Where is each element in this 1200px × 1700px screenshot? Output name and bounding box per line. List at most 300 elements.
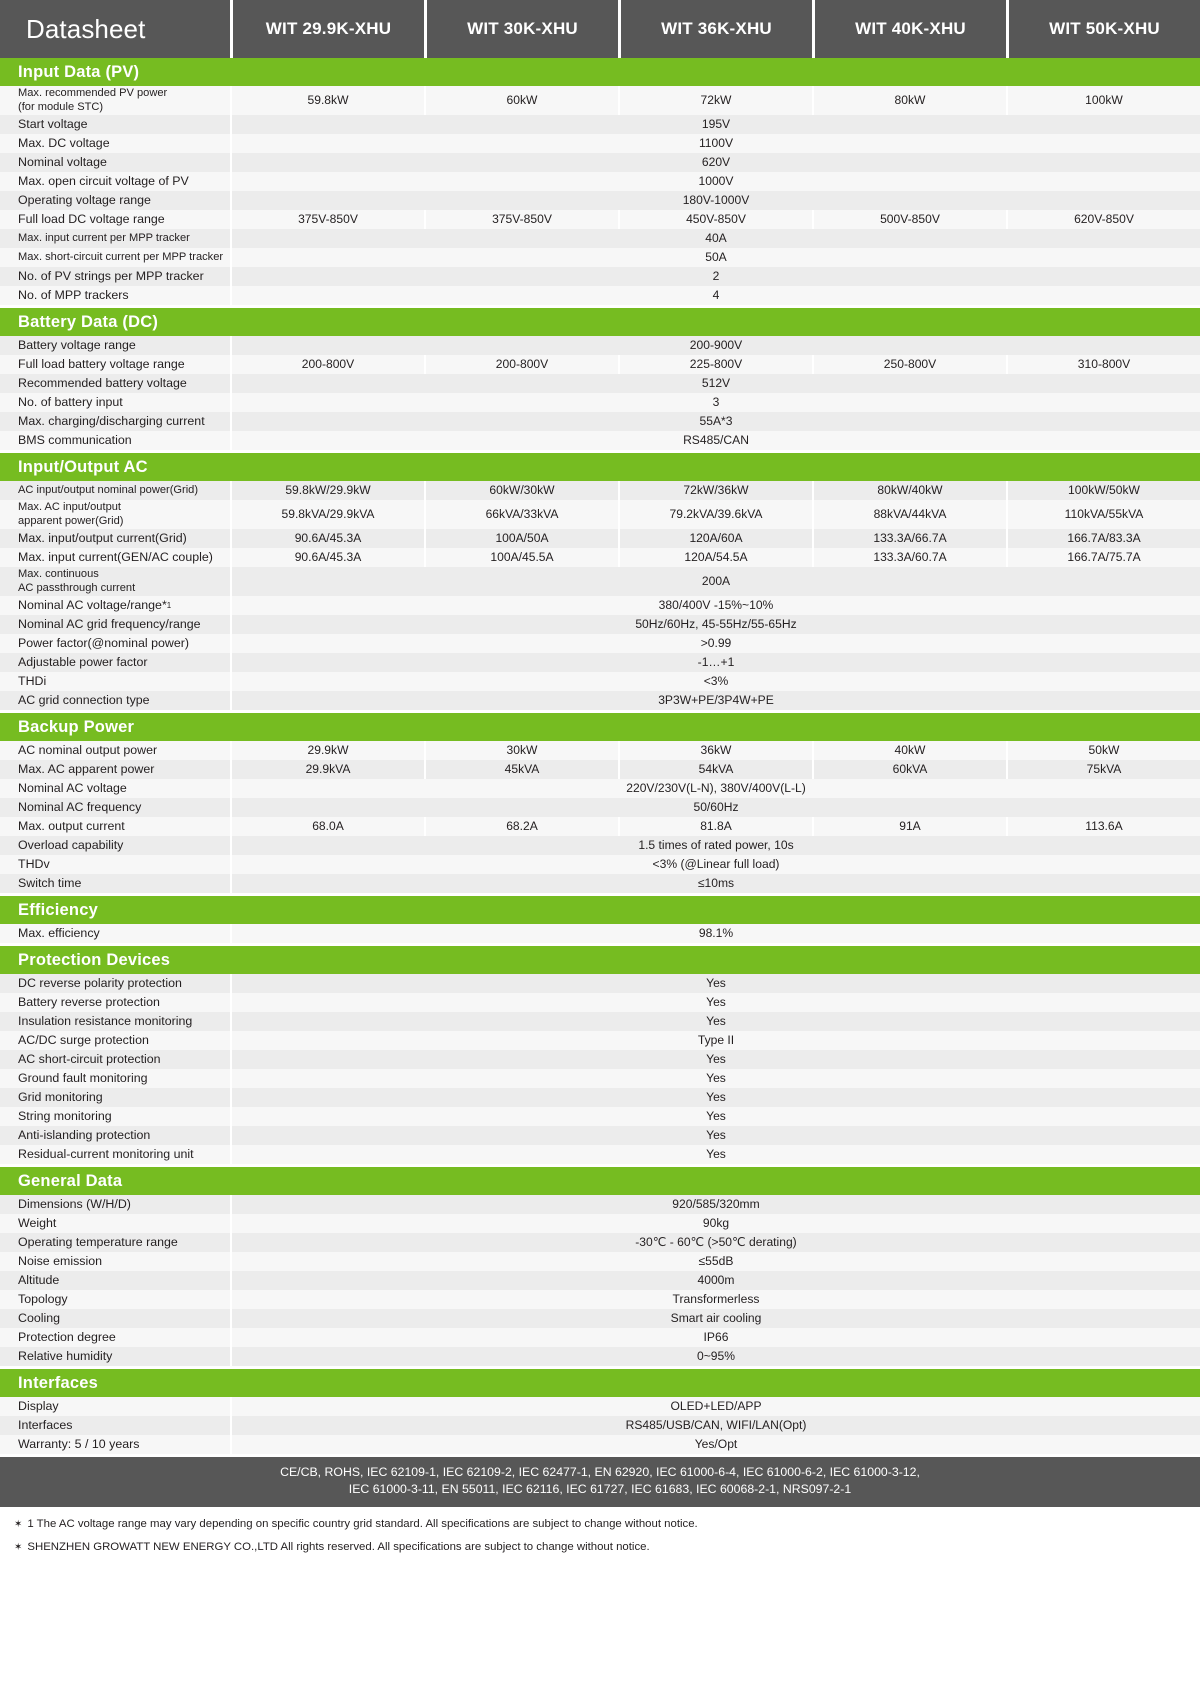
spec-value: 310-800V bbox=[1006, 355, 1200, 374]
spec-row bbox=[0, 1309, 1200, 1328]
spec-values bbox=[230, 1031, 1200, 1050]
spec-value-all-models: 0~95% bbox=[230, 1347, 1200, 1366]
spec-value-all-models: ≤10ms bbox=[230, 874, 1200, 893]
spec-values bbox=[230, 855, 1200, 874]
spec-value: 120A/54.5A bbox=[618, 548, 812, 567]
spec-row bbox=[0, 191, 1200, 210]
spec-row bbox=[0, 229, 1200, 248]
spec-row bbox=[0, 760, 1200, 779]
spec-value: 120A/60A bbox=[618, 529, 812, 548]
spec-value: 620V-850V bbox=[1006, 210, 1200, 229]
section-header: General Data bbox=[0, 1167, 1200, 1195]
spec-value: 30kW bbox=[424, 741, 618, 760]
spec-row bbox=[0, 1290, 1200, 1309]
spec-row bbox=[0, 634, 1200, 653]
spec-value-all-models: 50A bbox=[230, 248, 1200, 267]
spec-label: Nominal AC frequency bbox=[0, 798, 230, 817]
spec-row bbox=[0, 741, 1200, 760]
spec-row bbox=[0, 1145, 1200, 1164]
spec-value: 79.2kVA/39.6kVA bbox=[618, 500, 812, 529]
spec-row bbox=[0, 1088, 1200, 1107]
spec-label: Nominal AC grid frequency/range bbox=[0, 615, 230, 634]
spec-row bbox=[0, 529, 1200, 548]
spec-value: 375V-850V bbox=[230, 210, 424, 229]
section-header: Efficiency bbox=[0, 896, 1200, 924]
spec-values bbox=[230, 115, 1200, 134]
spec-value-all-models: -30℃ - 60℃ (>50℃ derating) bbox=[230, 1233, 1200, 1252]
spec-values bbox=[230, 653, 1200, 672]
spec-value-all-models: -1…+1 bbox=[230, 653, 1200, 672]
spec-value: 225-800V bbox=[618, 355, 812, 374]
spec-label: THDv bbox=[0, 855, 230, 874]
spec-label: Full load battery voltage range bbox=[0, 355, 230, 374]
spec-values bbox=[230, 798, 1200, 817]
spec-value-all-models: <3% bbox=[230, 672, 1200, 691]
spec-values bbox=[230, 993, 1200, 1012]
spec-value-all-models: 50Hz/60Hz, 45-55Hz/55-65Hz bbox=[230, 615, 1200, 634]
section-header: Input Data (PV) bbox=[0, 58, 1200, 86]
spec-row bbox=[0, 1050, 1200, 1069]
spec-values bbox=[230, 134, 1200, 153]
spec-value: 110kVA/55kVA bbox=[1006, 500, 1200, 529]
spec-value-all-models: 220V/230V(L-N), 380V/400V(L-L) bbox=[230, 779, 1200, 798]
spec-value: 36kW bbox=[618, 741, 812, 760]
spec-value-all-models: IP66 bbox=[230, 1328, 1200, 1347]
spec-values bbox=[230, 153, 1200, 172]
spec-label: Battery reverse protection bbox=[0, 993, 230, 1012]
spec-label: Insulation resistance monitoring bbox=[0, 1012, 230, 1031]
spec-label: Nominal AC voltage bbox=[0, 779, 230, 798]
asterisk-icon: ✶ bbox=[14, 1518, 23, 1530]
spec-value-all-models: Yes/Opt bbox=[230, 1435, 1200, 1454]
spec-value: 375V-850V bbox=[424, 210, 618, 229]
spec-value-all-models: Yes bbox=[230, 1069, 1200, 1088]
spec-row bbox=[0, 653, 1200, 672]
spec-label: Battery voltage range bbox=[0, 336, 230, 355]
spec-values bbox=[230, 191, 1200, 210]
spec-label: AC input/output nominal power(Grid) bbox=[0, 481, 230, 500]
spec-value-all-models: 512V bbox=[230, 374, 1200, 393]
spec-values bbox=[230, 1012, 1200, 1031]
certification-line: CE/CB, ROHS, IEC 62109-1, IEC 62109-2, IEC 62477-1, EN 62920, IEC 61000-6-4, IEC 61000-6-2, IEC 61000-3-12, bbox=[280, 1465, 920, 1479]
spec-value-all-models: 40A bbox=[230, 229, 1200, 248]
spec-label: Max. AC input/output apparent power(Grid) bbox=[0, 500, 230, 529]
spec-row bbox=[0, 172, 1200, 191]
spec-value: 166.7A/75.7A bbox=[1006, 548, 1200, 567]
spec-row bbox=[0, 974, 1200, 993]
spec-label: Altitude bbox=[0, 1271, 230, 1290]
spec-label: Adjustable power factor bbox=[0, 653, 230, 672]
spec-values bbox=[230, 1214, 1200, 1233]
spec-label: Max. efficiency bbox=[0, 924, 230, 943]
spec-value: 68.0A bbox=[230, 817, 424, 836]
spec-values bbox=[230, 393, 1200, 412]
spec-value: 54kVA bbox=[618, 760, 812, 779]
footnote-text: 1 The AC voltage range may vary depending on specific country grid standard. All specifications are subject to change without notice. bbox=[27, 1517, 698, 1530]
spec-value-all-models: 3P3W+PE/3P4W+PE bbox=[230, 691, 1200, 710]
spec-values bbox=[230, 924, 1200, 943]
spec-value: 100A/50A bbox=[424, 529, 618, 548]
spec-value: 75kVA bbox=[1006, 760, 1200, 779]
spec-value-all-models: OLED+LED/APP bbox=[230, 1397, 1200, 1416]
spec-row bbox=[0, 1328, 1200, 1347]
footnote-text: SHENZHEN GROWATT NEW ENERGY CO.,LTD All rights reserved. All specifications are subject to change without notice. bbox=[27, 1540, 650, 1553]
spec-value: 90.6A/45.3A bbox=[230, 548, 424, 567]
spec-label: Max. input/output current(Grid) bbox=[0, 529, 230, 548]
spec-values bbox=[230, 412, 1200, 431]
spec-value: 500V-850V bbox=[812, 210, 1006, 229]
asterisk-icon: ✶ bbox=[14, 1541, 23, 1553]
spec-label: Max. AC apparent power bbox=[0, 760, 230, 779]
spec-value-all-models: Yes bbox=[230, 1050, 1200, 1069]
spec-value-all-models: <3% (@Linear full load) bbox=[230, 855, 1200, 874]
section-header: Interfaces bbox=[0, 1369, 1200, 1397]
spec-values bbox=[230, 836, 1200, 855]
spec-label: Grid monitoring bbox=[0, 1088, 230, 1107]
spec-value-all-models: 98.1% bbox=[230, 924, 1200, 943]
spec-values bbox=[230, 1195, 1200, 1214]
spec-row bbox=[0, 248, 1200, 267]
spec-label: No. of MPP trackers bbox=[0, 286, 230, 305]
spec-label: Start voltage bbox=[0, 115, 230, 134]
spec-row bbox=[0, 1233, 1200, 1252]
spec-label: No. of battery input bbox=[0, 393, 230, 412]
spec-label: No. of PV strings per MPP tracker bbox=[0, 267, 230, 286]
section-header: Protection Devices bbox=[0, 946, 1200, 974]
spec-row bbox=[0, 798, 1200, 817]
section-header: Backup Power bbox=[0, 713, 1200, 741]
spec-row bbox=[0, 615, 1200, 634]
spec-label: DC reverse polarity protection bbox=[0, 974, 230, 993]
spec-label: Interfaces bbox=[0, 1416, 230, 1435]
spec-value-all-models: 1.5 times of rated power, 10s bbox=[230, 836, 1200, 855]
spec-row bbox=[0, 596, 1200, 615]
spec-value-all-models: 180V-1000V bbox=[230, 191, 1200, 210]
spec-value-all-models: 3 bbox=[230, 393, 1200, 412]
spec-label: Power factor(@nominal power) bbox=[0, 634, 230, 653]
spec-value-all-models: 200A bbox=[230, 567, 1200, 596]
spec-value-all-models: Yes bbox=[230, 993, 1200, 1012]
spec-value-all-models: RS485/CAN bbox=[230, 431, 1200, 450]
spec-value: 80kW/40kW bbox=[812, 481, 1006, 500]
spec-values bbox=[230, 567, 1200, 596]
spec-row bbox=[0, 1271, 1200, 1290]
spec-label: Anti-islanding protection bbox=[0, 1126, 230, 1145]
spec-values bbox=[230, 172, 1200, 191]
spec-row bbox=[0, 1397, 1200, 1416]
spec-row bbox=[0, 412, 1200, 431]
spec-label: Noise emission bbox=[0, 1252, 230, 1271]
spec-value: 91A bbox=[812, 817, 1006, 836]
spec-value: 100A/45.5A bbox=[424, 548, 618, 567]
spec-value-all-models: 380/400V -15%~10% bbox=[230, 596, 1200, 615]
spec-label: Relative humidity bbox=[0, 1347, 230, 1366]
spec-value: 29.9kW bbox=[230, 741, 424, 760]
spec-value-all-models: 1100V bbox=[230, 134, 1200, 153]
spec-value-all-models: 4 bbox=[230, 286, 1200, 305]
spec-value-all-models: 55A*3 bbox=[230, 412, 1200, 431]
spec-value-all-models: Smart air cooling bbox=[230, 1309, 1200, 1328]
spec-label: Max. output current bbox=[0, 817, 230, 836]
spec-values bbox=[230, 760, 1200, 779]
spec-label: Cooling bbox=[0, 1309, 230, 1328]
spec-label: Nominal voltage bbox=[0, 153, 230, 172]
certification-line: IEC 61000-3-11, EN 55011, IEC 62116, IEC 61727, IEC 61683, IEC 60068-2-1, NRS097-2-1 bbox=[348, 1482, 852, 1497]
spec-value-all-models: 620V bbox=[230, 153, 1200, 172]
spec-value: 81.8A bbox=[618, 817, 812, 836]
spec-value: 166.7A/83.3A bbox=[1006, 529, 1200, 548]
spec-label: Max. DC voltage bbox=[0, 134, 230, 153]
spec-row bbox=[0, 1435, 1200, 1454]
spec-values bbox=[230, 355, 1200, 374]
spec-value-all-models: Transformerless bbox=[230, 1290, 1200, 1309]
spec-value: 72kW bbox=[618, 86, 812, 115]
spec-values bbox=[230, 210, 1200, 229]
spec-values bbox=[230, 1252, 1200, 1271]
spec-values bbox=[230, 1126, 1200, 1145]
spec-value: 90.6A/45.3A bbox=[230, 529, 424, 548]
spec-value: 100kW bbox=[1006, 86, 1200, 115]
spec-row bbox=[0, 924, 1200, 943]
spec-label: Display bbox=[0, 1397, 230, 1416]
spec-row bbox=[0, 1252, 1200, 1271]
spec-row bbox=[0, 779, 1200, 798]
spec-value-all-models: ≤55dB bbox=[230, 1252, 1200, 1271]
spec-values bbox=[230, 481, 1200, 500]
spec-value: 450V-850V bbox=[618, 210, 812, 229]
spec-values bbox=[230, 974, 1200, 993]
spec-value-all-models: Yes bbox=[230, 1126, 1200, 1145]
spec-value-all-models: 920/585/320mm bbox=[230, 1195, 1200, 1214]
spec-row bbox=[0, 1126, 1200, 1145]
spec-values bbox=[230, 1435, 1200, 1454]
spec-label: Operating voltage range bbox=[0, 191, 230, 210]
spec-values bbox=[230, 500, 1200, 529]
spec-value-all-models: 195V bbox=[230, 115, 1200, 134]
spec-row bbox=[0, 1416, 1200, 1435]
spec-label: THDi bbox=[0, 672, 230, 691]
spec-value: 88kVA/44kVA bbox=[812, 500, 1006, 529]
spec-values bbox=[230, 529, 1200, 548]
spec-row bbox=[0, 548, 1200, 567]
spec-label: Max. recommended PV power (for module STC) bbox=[0, 86, 230, 115]
spec-row bbox=[0, 286, 1200, 305]
spec-row bbox=[0, 481, 1200, 500]
spec-label: Max. charging/discharging current bbox=[0, 412, 230, 431]
spec-row bbox=[0, 153, 1200, 172]
footnotes bbox=[0, 1507, 1200, 1554]
spec-row bbox=[0, 500, 1200, 529]
spec-value-all-models: 200-900V bbox=[230, 336, 1200, 355]
spec-values bbox=[230, 874, 1200, 893]
spec-row bbox=[0, 1347, 1200, 1366]
spec-row bbox=[0, 1195, 1200, 1214]
spec-row bbox=[0, 393, 1200, 412]
spec-value: 29.9kVA bbox=[230, 760, 424, 779]
spec-value-all-models: 4000m bbox=[230, 1271, 1200, 1290]
spec-value: 60kW bbox=[424, 86, 618, 115]
spec-value: 59.8kW bbox=[230, 86, 424, 115]
spec-value: 60kVA bbox=[812, 760, 1006, 779]
spec-label: Max. open circuit voltage of PV bbox=[0, 172, 230, 191]
spec-row bbox=[0, 355, 1200, 374]
spec-label: Warranty: 5 / 10 years bbox=[0, 1435, 230, 1454]
spec-row bbox=[0, 115, 1200, 134]
model-column-header: WIT 40K-XHU bbox=[815, 0, 1006, 58]
spec-row bbox=[0, 1069, 1200, 1088]
spec-value-all-models: RS485/USB/CAN, WIFI/LAN(Opt) bbox=[230, 1416, 1200, 1435]
spec-row bbox=[0, 1031, 1200, 1050]
spec-row bbox=[0, 210, 1200, 229]
page-title: Datasheet bbox=[0, 0, 230, 58]
spec-value-all-models: Yes bbox=[230, 1012, 1200, 1031]
spec-label: Recommended battery voltage bbox=[0, 374, 230, 393]
spec-label: AC nominal output power bbox=[0, 741, 230, 760]
spec-label: Operating temperature range bbox=[0, 1233, 230, 1252]
spec-values bbox=[230, 1290, 1200, 1309]
spec-row bbox=[0, 1107, 1200, 1126]
spec-value: 250-800V bbox=[812, 355, 1006, 374]
spec-values bbox=[230, 1416, 1200, 1435]
spec-values bbox=[230, 615, 1200, 634]
spec-row bbox=[0, 817, 1200, 836]
model-column-header: WIT 29.9K-XHU bbox=[233, 0, 424, 58]
spec-label: Full load DC voltage range bbox=[0, 210, 230, 229]
spec-value: 72kW/36kW bbox=[618, 481, 812, 500]
spec-values bbox=[230, 1347, 1200, 1366]
spec-label: Max. continuous AC passthrough current bbox=[0, 567, 230, 596]
spec-value-all-models: Type II bbox=[230, 1031, 1200, 1050]
spec-row bbox=[0, 267, 1200, 286]
footnote-item bbox=[14, 1518, 1186, 1532]
spec-values bbox=[230, 86, 1200, 115]
spec-value: 50kW bbox=[1006, 741, 1200, 760]
table-header-row bbox=[0, 0, 1200, 58]
spec-value: 200-800V bbox=[230, 355, 424, 374]
spec-label: Switch time bbox=[0, 874, 230, 893]
spec-value: 68.2A bbox=[424, 817, 618, 836]
spec-row bbox=[0, 672, 1200, 691]
spec-values bbox=[230, 1309, 1200, 1328]
spec-label: Nominal AC voltage/range* 1 bbox=[0, 596, 230, 615]
spec-values bbox=[230, 548, 1200, 567]
spec-label: Max. input current(GEN/AC couple) bbox=[0, 548, 230, 567]
spec-values bbox=[230, 1050, 1200, 1069]
spec-values bbox=[230, 1107, 1200, 1126]
spec-row bbox=[0, 1214, 1200, 1233]
spec-values bbox=[230, 1088, 1200, 1107]
spec-values bbox=[230, 1328, 1200, 1347]
spec-values bbox=[230, 1145, 1200, 1164]
spec-values bbox=[230, 229, 1200, 248]
spec-row bbox=[0, 86, 1200, 115]
spec-value: 133.3A/60.7A bbox=[812, 548, 1006, 567]
spec-label: Protection degree bbox=[0, 1328, 230, 1347]
spec-value: 45kVA bbox=[424, 760, 618, 779]
spec-value: 80kW bbox=[812, 86, 1006, 115]
spec-label: AC/DC surge protection bbox=[0, 1031, 230, 1050]
spec-values bbox=[230, 691, 1200, 710]
spec-row bbox=[0, 134, 1200, 153]
spec-values bbox=[230, 286, 1200, 305]
spec-values bbox=[230, 1397, 1200, 1416]
spec-value: 40kW bbox=[812, 741, 1006, 760]
spec-value: 59.8kVA/29.9kVA bbox=[230, 500, 424, 529]
spec-value-all-models: 2 bbox=[230, 267, 1200, 286]
spec-values bbox=[230, 779, 1200, 798]
spec-sections bbox=[0, 58, 1200, 1454]
spec-value-all-models: 50/60Hz bbox=[230, 798, 1200, 817]
spec-values bbox=[230, 741, 1200, 760]
spec-values bbox=[230, 634, 1200, 653]
spec-values bbox=[230, 1271, 1200, 1290]
spec-label: Overload capability bbox=[0, 836, 230, 855]
footnote-item bbox=[14, 1541, 1186, 1555]
model-column-header: WIT 36K-XHU bbox=[621, 0, 812, 58]
spec-values bbox=[230, 336, 1200, 355]
model-column-header: WIT 30K-XHU bbox=[427, 0, 618, 58]
spec-value-all-models: Yes bbox=[230, 974, 1200, 993]
spec-values bbox=[230, 596, 1200, 615]
spec-values bbox=[230, 672, 1200, 691]
section-header: Battery Data (DC) bbox=[0, 308, 1200, 336]
spec-value-all-models: 90kg bbox=[230, 1214, 1200, 1233]
certification-block bbox=[0, 1457, 1200, 1507]
spec-value-all-models: 1000V bbox=[230, 172, 1200, 191]
spec-label: Topology bbox=[0, 1290, 230, 1309]
spec-row bbox=[0, 691, 1200, 710]
spec-values bbox=[230, 248, 1200, 267]
spec-label: Max. short-circuit current per MPP tracker bbox=[0, 248, 230, 267]
spec-label: Residual-current monitoring unit bbox=[0, 1145, 230, 1164]
spec-value: 100kW/50kW bbox=[1006, 481, 1200, 500]
spec-label: Dimensions (W/H/D) bbox=[0, 1195, 230, 1214]
spec-row bbox=[0, 336, 1200, 355]
spec-value: 200-800V bbox=[424, 355, 618, 374]
spec-row bbox=[0, 374, 1200, 393]
spec-label: String monitoring bbox=[0, 1107, 230, 1126]
spec-value: 113.6A bbox=[1006, 817, 1200, 836]
model-column-header: WIT 50K-XHU bbox=[1009, 0, 1200, 58]
spec-values bbox=[230, 374, 1200, 393]
spec-values bbox=[230, 431, 1200, 450]
spec-row bbox=[0, 855, 1200, 874]
spec-row bbox=[0, 567, 1200, 596]
spec-value: 133.3A/66.7A bbox=[812, 529, 1006, 548]
spec-row bbox=[0, 1012, 1200, 1031]
spec-values bbox=[230, 267, 1200, 286]
spec-row bbox=[0, 993, 1200, 1012]
spec-label: Max. input current per MPP tracker bbox=[0, 229, 230, 248]
spec-values bbox=[230, 817, 1200, 836]
spec-value: 60kW/30kW bbox=[424, 481, 618, 500]
spec-label: BMS communication bbox=[0, 431, 230, 450]
section-header: Input/Output AC bbox=[0, 453, 1200, 481]
spec-value-all-models: Yes bbox=[230, 1107, 1200, 1126]
spec-value: 59.8kW/29.9kW bbox=[230, 481, 424, 500]
spec-label: Weight bbox=[0, 1214, 230, 1233]
spec-label: AC short-circuit protection bbox=[0, 1050, 230, 1069]
spec-row bbox=[0, 874, 1200, 893]
spec-values bbox=[230, 1069, 1200, 1088]
spec-row bbox=[0, 836, 1200, 855]
spec-value-all-models: Yes bbox=[230, 1145, 1200, 1164]
spec-label: AC grid connection type bbox=[0, 691, 230, 710]
spec-value: 66kVA/33kVA bbox=[424, 500, 618, 529]
spec-row bbox=[0, 431, 1200, 450]
spec-values bbox=[230, 1233, 1200, 1252]
spec-value-all-models: Yes bbox=[230, 1088, 1200, 1107]
